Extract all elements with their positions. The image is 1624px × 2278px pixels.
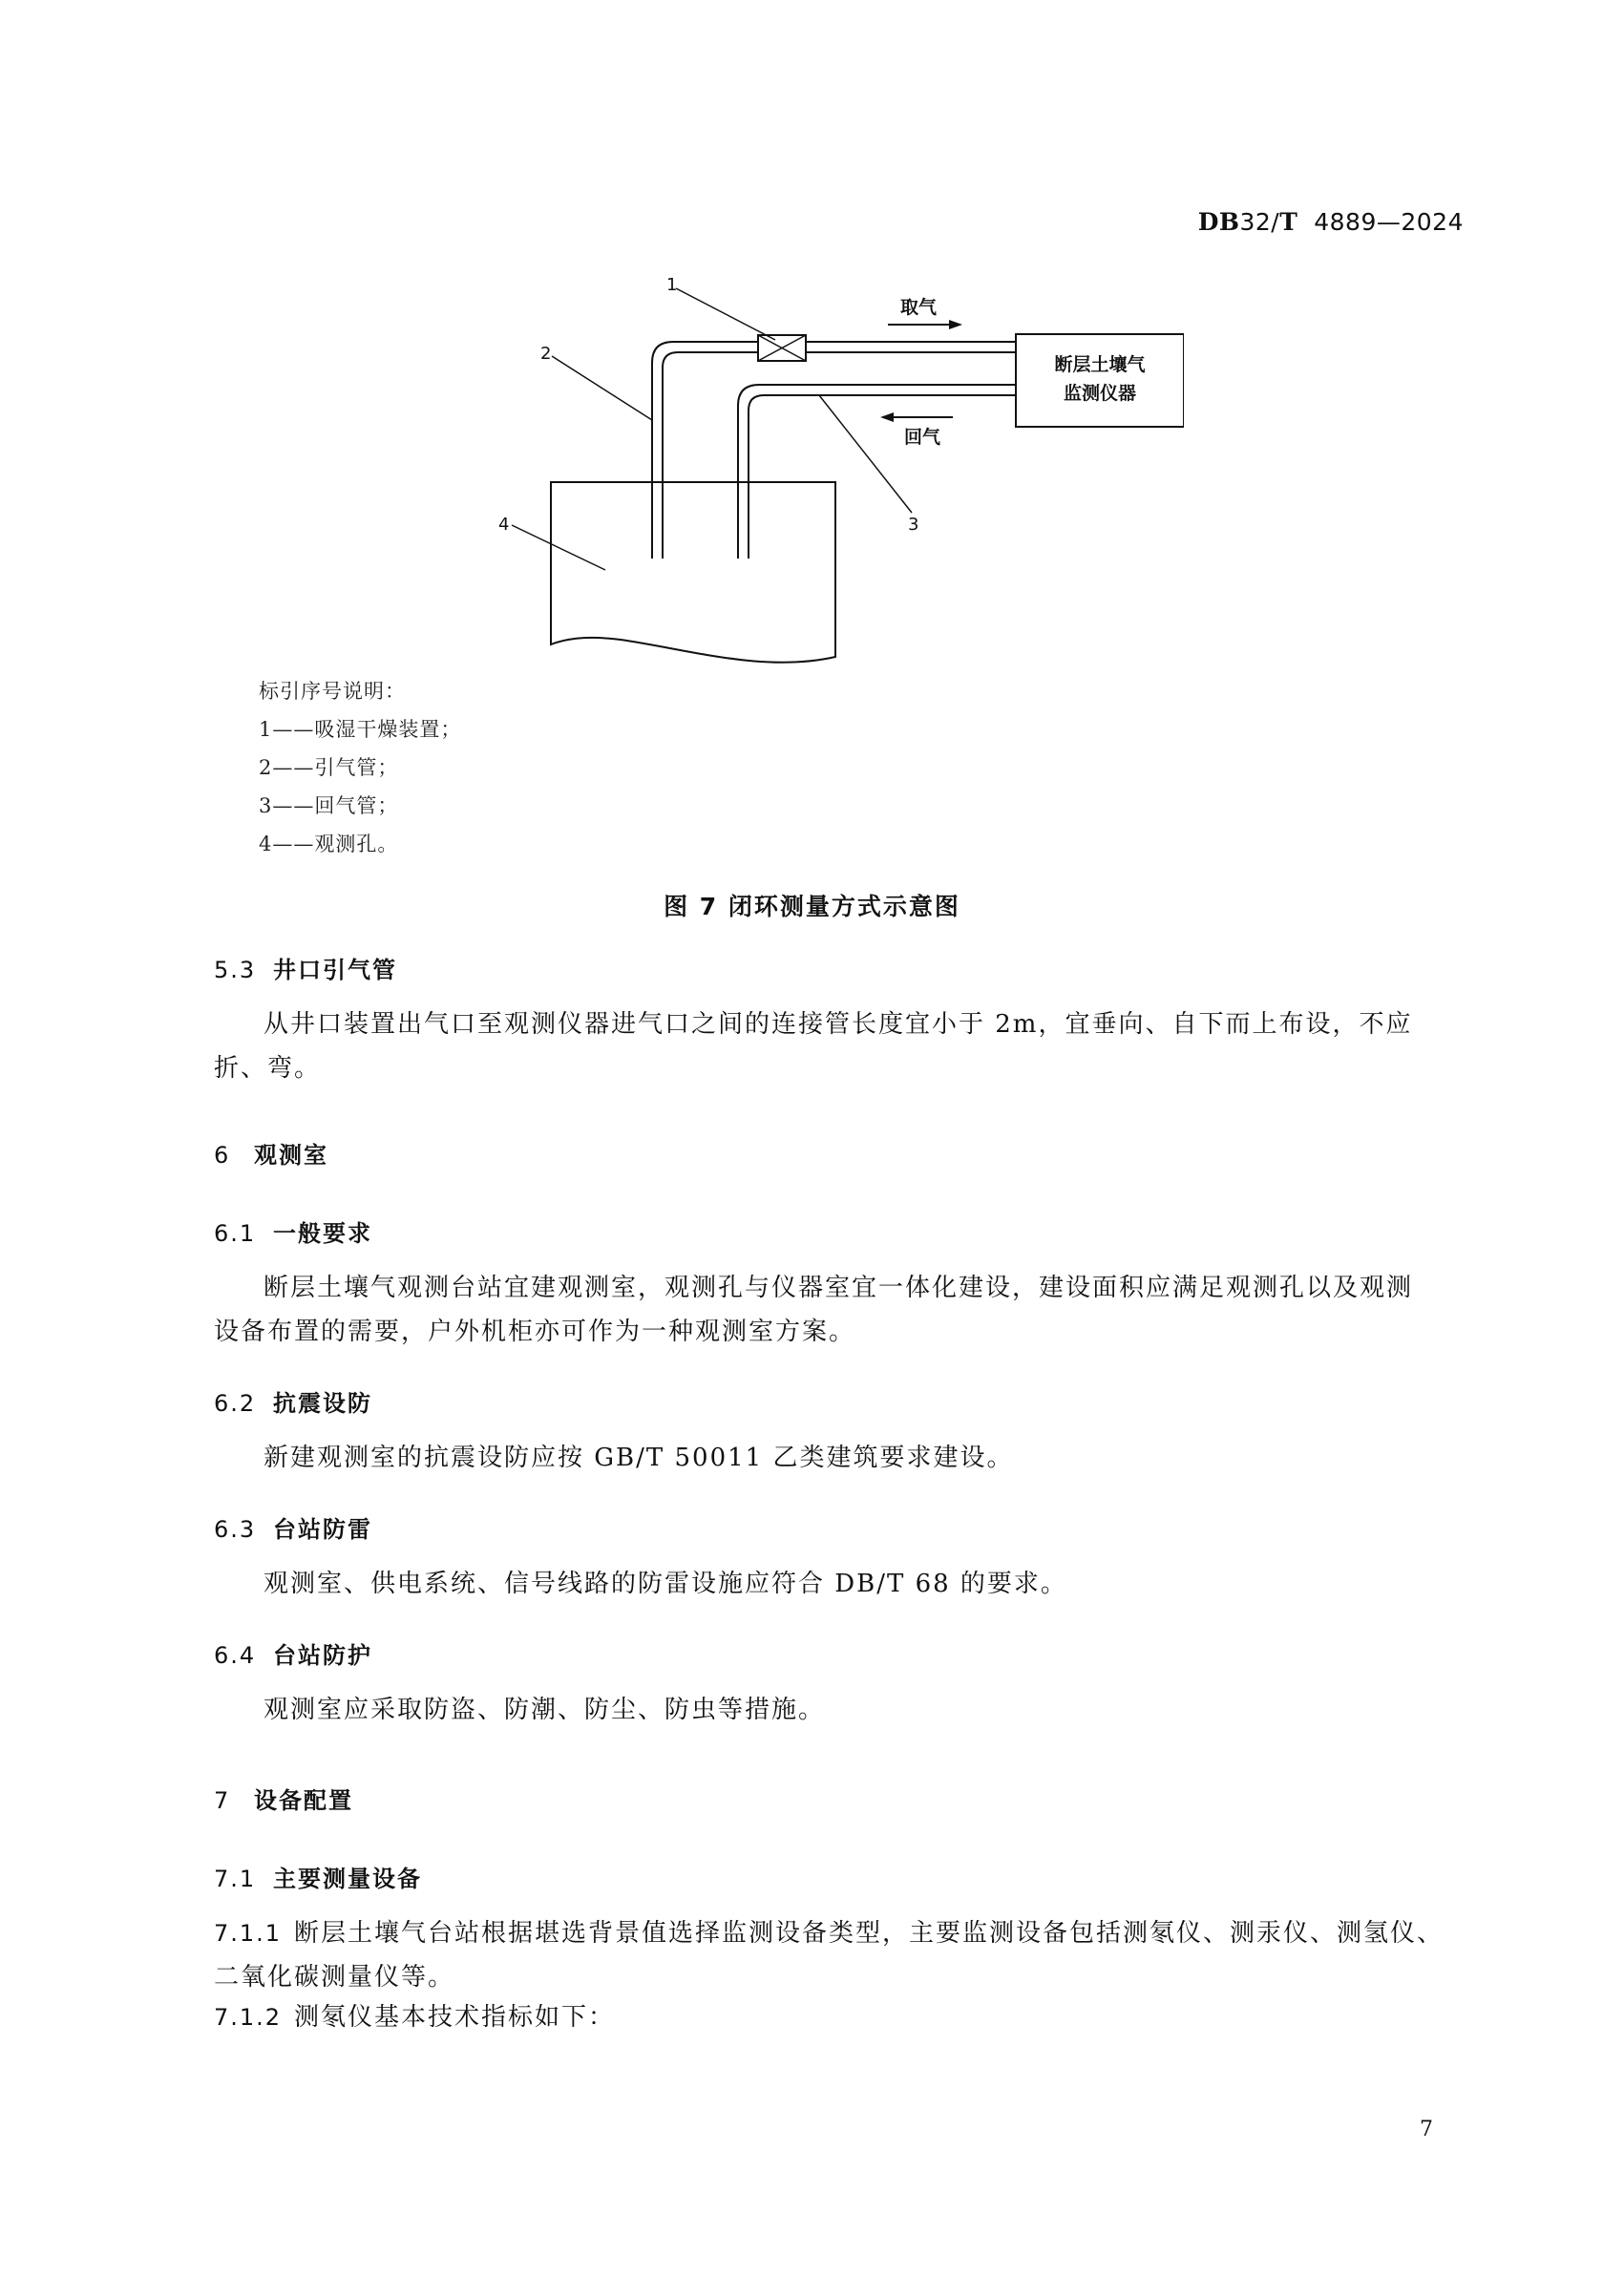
- paragraph-5-3: 从井口装置出气口至观测仪器进气口之间的连接管长度宜小于 2m，宜垂向、自下而上布设，不应 折、弯。: [214, 1010, 1413, 1083]
- section-heading-7-1: 7.1 主要测量设备: [214, 1866, 422, 1892]
- instrument-box: [1016, 334, 1184, 427]
- paragraph-6-3: 观测室、供电系统、信号线路的防雷设施应符合 DB/T 68 的要求。: [264, 1570, 1067, 1598]
- legend-title: 标引序号说明：: [259, 680, 406, 703]
- section-heading-6: 6 观测室: [214, 1142, 328, 1169]
- paragraph-6-4: 观测室应采取防盗、防潮、防尘、防虫等措施。: [264, 1696, 826, 1724]
- section-heading-6-4: 6.4 台站防护: [214, 1642, 372, 1669]
- paragraph-6-2: 新建观测室的抗震设防应按 GB/T 50011 乙类建筑要求建设。: [264, 1444, 1014, 1472]
- legend-item: 1——吸湿干燥装置；: [259, 718, 462, 741]
- section-heading-5-3: 5.3 井口引气管: [214, 957, 397, 983]
- figure-caption: 图 7 闭环测量方式示意图: [664, 893, 960, 920]
- legend-item: 3——回气管；: [259, 794, 399, 817]
- callout-1: 1: [666, 275, 678, 295]
- paragraph-7-1-2: 7.1.2 测氡仪基本技术指标如下：: [214, 2003, 616, 2032]
- intake-pipe-outer: [652, 342, 758, 559]
- closed-loop-diagram: [496, 267, 1184, 687]
- callout-3: 3: [908, 515, 919, 535]
- legend-item: 4——观测孔。: [259, 833, 399, 855]
- callout-4: 4: [498, 515, 510, 535]
- intake-arrow-label: 取气: [899, 297, 938, 318]
- paragraph-6-1: 断层土壤气观测台站宜建观测室，观测孔与仪器室宜一体化建设，建设面积应满足观测孔以及观测 设备布置的需要，户外机柜亦可作为一种观测室方案。: [214, 1274, 1414, 1346]
- instrument-label-line1: 断层土壤气: [1054, 354, 1146, 375]
- section-heading-6-2: 6.2 抗震设防: [214, 1390, 372, 1417]
- intake-pipe-inner: [663, 352, 758, 559]
- instrument-label-line2: 监测仪器: [1063, 383, 1137, 404]
- observation-hole: [551, 482, 835, 663]
- callout-2: 2: [540, 344, 552, 364]
- return-pipe-outer: [738, 385, 1016, 559]
- page-number: 7: [1420, 2118, 1433, 2141]
- document-code: DB32/T 4889—2024: [1197, 208, 1464, 236]
- legend-item: 2——引气管；: [259, 756, 399, 779]
- paragraph-7-1-1: 7.1.1 断层土壤气台站根据堪选背景值选择监测设备类型，主要监测设备包括测氡仪、测汞仪、测氢仪、 二氧化碳测量仪等。: [214, 1919, 1445, 1992]
- section-heading-6-1: 6.1 一般要求: [214, 1220, 372, 1247]
- return-pipe-inner: [749, 395, 1016, 559]
- section-heading-6-3: 6.3 台站防雷: [214, 1516, 372, 1543]
- section-heading-7: 7 设备配置: [214, 1787, 353, 1814]
- return-arrow-label: 回气: [903, 427, 941, 448]
